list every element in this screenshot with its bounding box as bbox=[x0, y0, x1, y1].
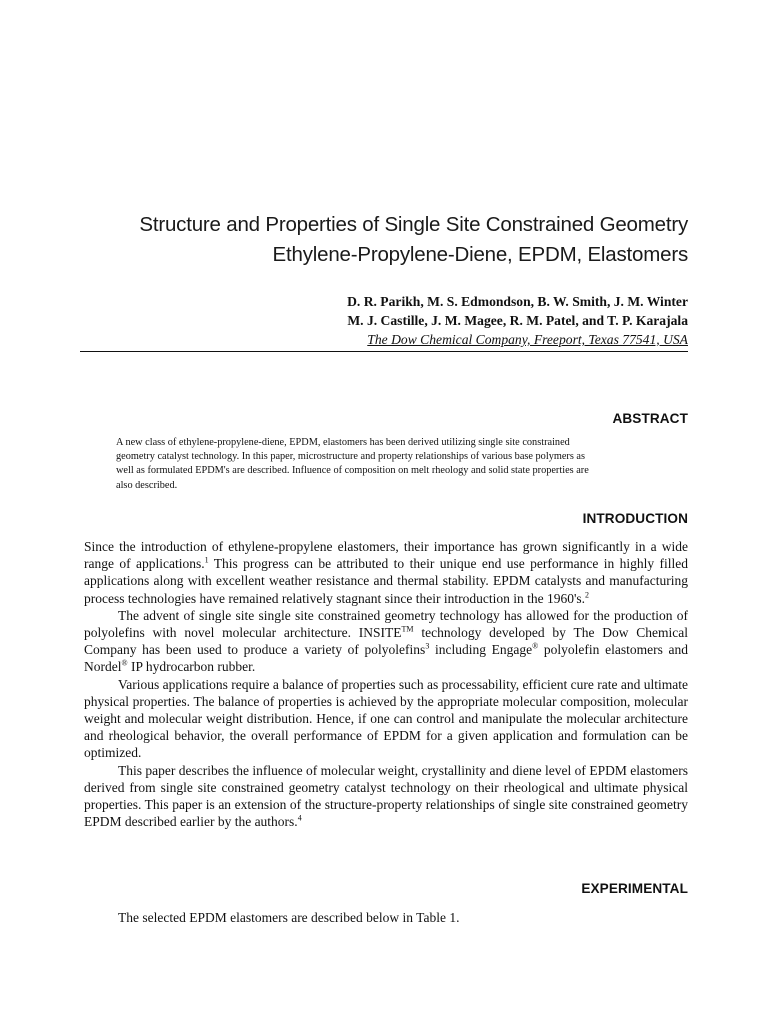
introduction-body bbox=[84, 538, 688, 830]
abstract-line: geometry catalyst technology. In this paper, microstructure and property relationships of various base polymers as bbox=[116, 451, 586, 463]
trademark-mark: TM bbox=[401, 624, 414, 634]
citation-ref: 1 bbox=[204, 555, 209, 565]
intro-paragraph-3: Various applications require a balance of properties such as processability, efficient cure rate and ultimate physical properties. The balance of properties is achieved by the appropriate molecular composition, molecular weight and molecular weight distribution. Hence, if one can control and manipulate the molecular architecture and rheological behavior, the overall performance of EPDM for a given application and formulation can be optimized. bbox=[84, 676, 688, 761]
author-block bbox=[200, 292, 688, 349]
citation-ref: 4 bbox=[297, 813, 302, 823]
authors-line-2: M. J. Castille, J. M. Magee, R. M. Patel, and T. P. Karajala bbox=[347, 313, 688, 328]
introduction-heading: INTRODUCTION bbox=[582, 511, 688, 526]
title-line-2: Ethylene-Propylene-Diene, EPDM, Elastomers bbox=[272, 243, 688, 266]
abstract-heading: ABSTRACT bbox=[612, 411, 688, 426]
authors-line-1: D. R. Parikh, M. S. Edmondson, B. W. Smith, J. M. Winter bbox=[347, 294, 688, 309]
title-line-1: Structure and Properties of Single Site Constrained Geometry bbox=[139, 213, 688, 236]
registered-mark: ® bbox=[532, 641, 539, 651]
citation-ref: 2 bbox=[585, 590, 590, 600]
abstract-line: well as formulated EPDM's are described. Influence of composition on melt rheology and solid state properties are bbox=[116, 465, 589, 477]
intro-paragraph-4: This paper describes the influence of molecular weight, crystallinity and diene level of EPDM elastomers derived from single site constrained geometry catalyst technology on their rheological and ultimate physical properties. This paper is an extension of the structure-property relationships of single site constrained geometry EPDM described earlier by the authors.$^4$ bbox=[84, 762, 688, 830]
intro-paragraph-1: Since the introduction of ethylene-propylene elastomers, their importance has grown significantly in a wide range of applications.$^1$ This progress can be attributed to their unique end use performance in highly filled applications along with excellent weather resistance and thermal stability. EPDM catalysts and manufacturing process technologies have remained relatively stagnant since their introduction in the 1960's.$^2$ bbox=[84, 539, 688, 606]
registered-mark: ® bbox=[121, 658, 128, 668]
citation-ref: 3 bbox=[425, 641, 430, 651]
abstract-text bbox=[116, 436, 676, 493]
paper-title bbox=[100, 210, 688, 270]
affiliation: The Dow Chemical Company, Freeport, Texas 77541, USA bbox=[367, 332, 688, 347]
abstract-line: also described. bbox=[116, 479, 178, 491]
experimental-heading: EXPERIMENTAL bbox=[581, 881, 688, 896]
experimental-text: The selected EPDM elastomers are described below in Table 1. bbox=[118, 910, 460, 925]
header-rule bbox=[80, 351, 688, 352]
intro-paragraph-2: The advent of single site single site constrained geometry technology has allowed for the production of polyolefins with novel molecular architecture. INSITE™ technology developed by The Dow Chemical Company has been used to produce a variety of polyolefins$^3$ including Engage® polyolefin elastomers and Nordel® IP hydrocarbon rubber. bbox=[84, 607, 689, 675]
abstract-line: A new class of ethylene-propylene-diene, EPDM, elastomers has been derived utilizing single site constrained bbox=[116, 437, 570, 448]
